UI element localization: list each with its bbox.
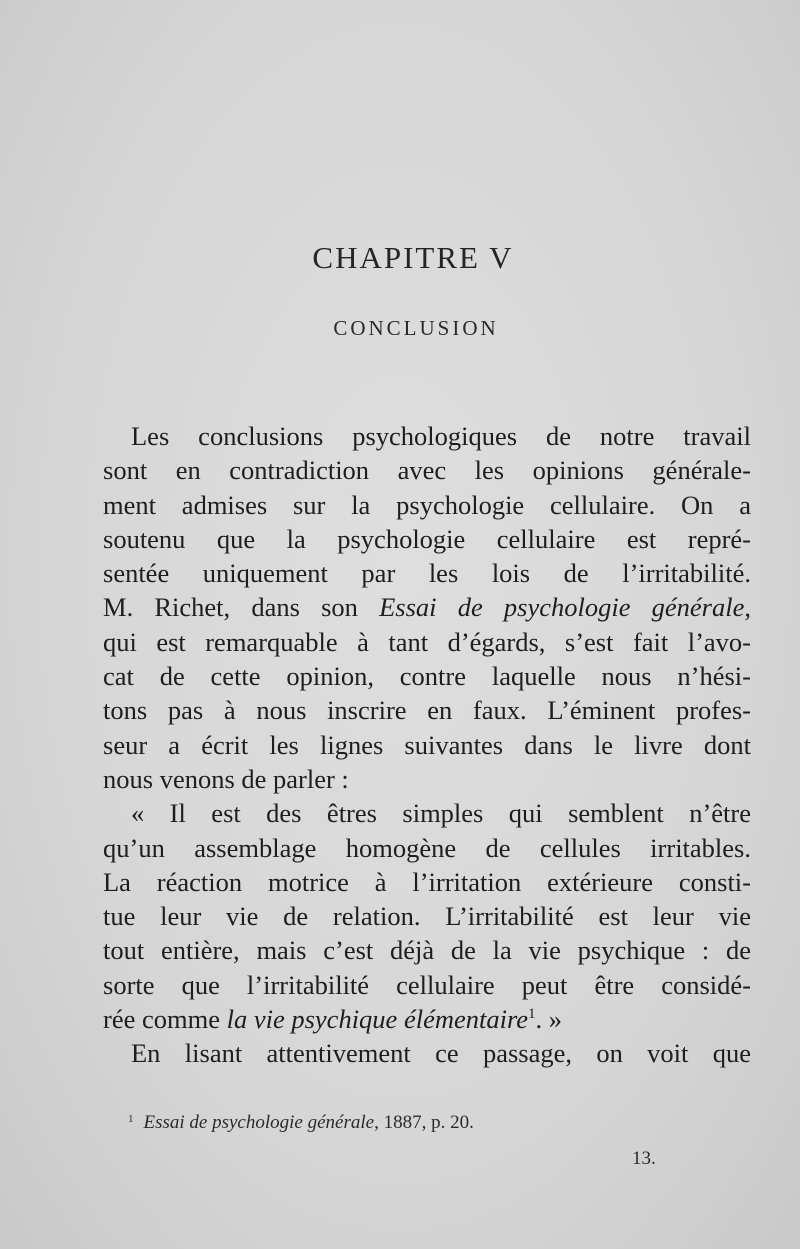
- footnote-title: Essai de psychologie générale: [143, 1112, 375, 1133]
- text-line: qui est remarquable à tant d’égards, s’est fait l’avo-: [103, 626, 751, 657]
- quote-italic: la vie psychique élémentaire: [226, 1004, 529, 1035]
- body-text: [103, 419, 751, 1071]
- text-line: Les conclusions psychologiques de notre travail: [131, 421, 751, 451]
- text-line: En lisant attentivement ce passage, on voit que: [131, 1038, 751, 1069]
- footnote-reference: 1: [528, 1006, 536, 1023]
- text-line: qu’un assemblage homogène de cellules irritables.: [103, 832, 751, 863]
- text-line: cat de cette opinion, contre laquelle nous n’hési-: [103, 661, 751, 692]
- text-run: M. Richet, dans son: [103, 592, 380, 623]
- footnote: [128, 1112, 474, 1134]
- text-line: sorte que l’irritabilité cellulaire peut être considé-: [103, 969, 751, 1000]
- chapter-title: CHAPITRE V: [312, 240, 514, 275]
- footnote-detail: , 1887, p. 20.: [374, 1112, 474, 1133]
- text-line: soutenu que la psychologie cellulaire est repré-: [103, 523, 751, 554]
- text-line: seur a écrit les lignes suivantes dans le livre dont: [103, 729, 751, 760]
- text-line: La réaction motrice à l’irritation extérieure consti-: [103, 866, 751, 897]
- signature-mark: 13.: [632, 1148, 656, 1169]
- text-run: rée comme: [103, 1004, 227, 1035]
- section-title: CONCLUSION: [333, 316, 499, 340]
- text-line: tout entière, mais c’est déjà de la vie psychique : de: [103, 935, 751, 966]
- text-line: tue leur vie de relation. L’irritabilité est leur vie: [103, 901, 751, 932]
- text-run: . »: [535, 1004, 563, 1035]
- text-line: tons pas à nous inscrire en faux. L’éminent profes-: [103, 695, 751, 726]
- text-line: sont en contradiction avec les opinions générale-: [103, 455, 751, 486]
- book-title-italic: Essai de psychologie générale: [379, 592, 745, 623]
- text-line: nous venons de parler :: [103, 763, 349, 794]
- text-line: [103, 590, 751, 624]
- text-line: ment admises sur la psychologie cellulaire. On a: [103, 489, 751, 520]
- footnote-mark: 1: [128, 1113, 134, 1125]
- text-line: « Il est des êtres simples qui semblent n’être: [131, 798, 751, 829]
- text-line: sentée uniquement par les lois de l’irritabilité.: [103, 558, 751, 589]
- text-run: ,: [744, 592, 751, 623]
- text-line: [103, 1002, 751, 1036]
